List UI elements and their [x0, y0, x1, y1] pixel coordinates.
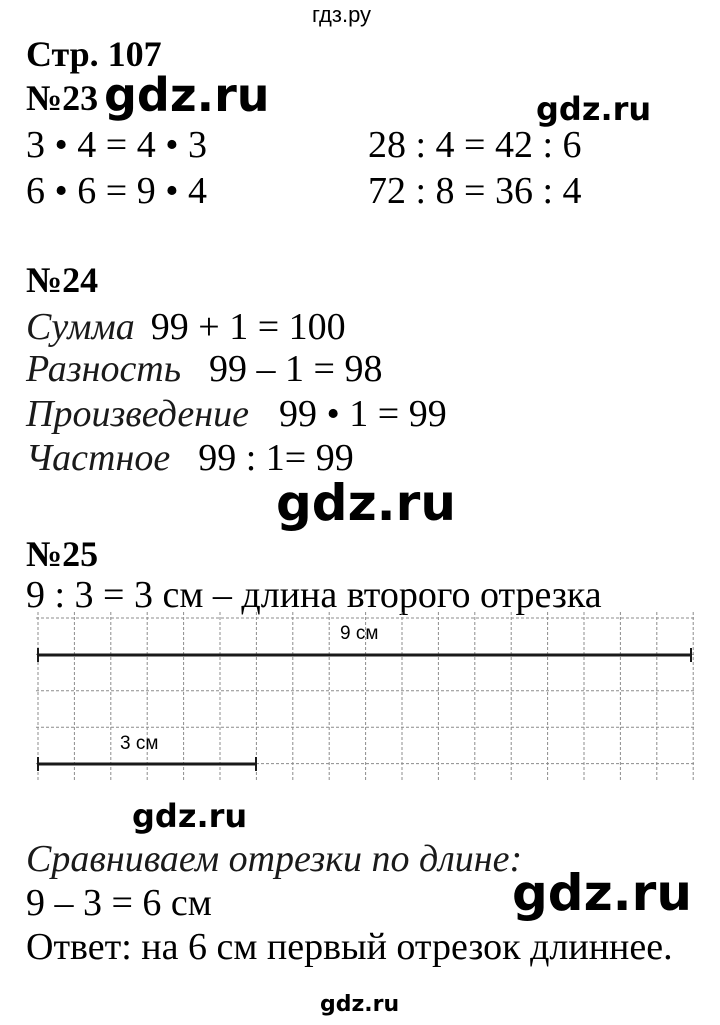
watermark: gdz.ru [536, 90, 652, 128]
compare-text: Сравниваем отрезки по длине: [26, 838, 523, 880]
term-label: Сумма [26, 306, 135, 348]
equation-left: 3 • 4 = 4 • 3 [26, 124, 208, 166]
term-label: Частное [26, 437, 171, 479]
equation-right: 28 : 4 = 42 : 6 [368, 124, 582, 166]
task-25-statement: 9 : 3 = 3 см – длина второго отрезка [26, 574, 602, 616]
task-23-number: №23 [26, 78, 99, 118]
equation-left: 6 • 6 = 9 • 4 [26, 170, 208, 212]
watermark: gdz.ru [104, 68, 270, 122]
expression: 99 + 1 = 100 [150, 306, 346, 348]
expression: 99 – 1 = 98 [209, 348, 383, 390]
page-label: Стр. 107 [26, 34, 162, 74]
short-segment-label: 3 см [120, 733, 159, 754]
task-24-row [26, 350, 382, 388]
expression: 99 • 1 = 99 [278, 393, 447, 435]
watermark: gdz.ru [512, 864, 692, 922]
equation-right: 72 : 8 = 36 : 4 [368, 170, 582, 212]
task-24-number: №24 [26, 260, 99, 300]
long-segment-label: 9 см [340, 623, 379, 644]
task-24-row [26, 395, 447, 433]
task-25-number: №25 [26, 534, 99, 574]
watermark: gdz.ru [132, 797, 248, 835]
segment-grid [36, 612, 696, 782]
footer-watermark: gdz.ru [320, 992, 400, 1017]
calculation: 9 – 3 = 6 см [26, 882, 212, 924]
term-label: Разность [26, 348, 182, 390]
expression: 99 : 1= 99 [198, 437, 354, 479]
site-header: гдз.ру [312, 2, 372, 27]
answer-text: Ответ: на 6 см первый отрезок длиннее. [26, 926, 673, 968]
task-24-row [26, 308, 346, 346]
watermark: gdz.ru [276, 474, 456, 532]
term-label: Произведение [26, 393, 249, 435]
task-24-row [26, 439, 354, 477]
